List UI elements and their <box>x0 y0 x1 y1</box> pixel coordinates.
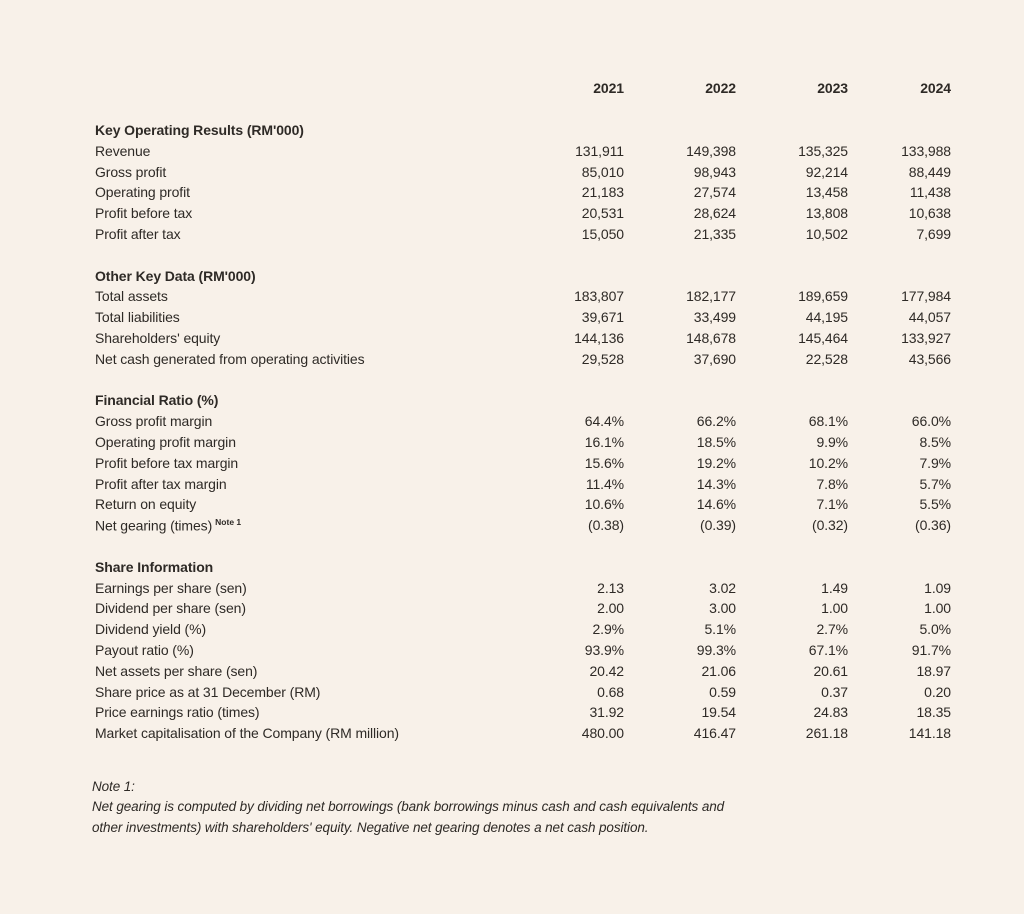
value-cell: 92,214 <box>805 163 848 180</box>
value-cell: 67.1% <box>808 641 848 658</box>
value-cell: 44,057 <box>908 309 951 326</box>
year-header-2021: 2021 <box>593 80 624 97</box>
table-row <box>92 203 951 224</box>
row-label-text: Dividend yield (%) <box>95 621 207 638</box>
table-row <box>92 619 951 640</box>
value-cell: 145,464 <box>798 329 848 346</box>
value-cell: (0.36) <box>915 517 951 534</box>
value-cell: 64.4% <box>584 413 624 430</box>
row-label-text: Net gearing (times) <box>95 517 213 534</box>
row-label <box>92 455 512 471</box>
value-cell: 39,671 <box>581 309 624 326</box>
row-label <box>92 164 512 180</box>
footnote-title: Note 1: <box>92 778 135 794</box>
value-cell: 43,566 <box>908 350 951 367</box>
table-row <box>92 307 951 328</box>
row-label-text: Profit after tax margin <box>95 475 227 492</box>
value-cell: 66.2% <box>696 413 736 430</box>
row-label-text: Net assets per share (sen) <box>95 662 258 679</box>
note-reference: Note 1 <box>215 516 242 527</box>
row-label-text: Operating profit <box>95 184 190 201</box>
value-cell: 2.9% <box>592 621 624 638</box>
value-cell: (0.38) <box>588 517 624 534</box>
footnote-text-line-2: other investments) with shareholders' equity. Negative net gearing denotes a net cash position. <box>92 819 649 835</box>
value-cell: 5.1% <box>704 621 736 638</box>
value-cell: (0.39) <box>700 517 736 534</box>
row-label <box>92 330 512 346</box>
table-row <box>92 640 951 661</box>
value-cell: 7,699 <box>916 225 951 242</box>
value-cell: 14.3% <box>696 475 736 492</box>
table-row <box>92 702 951 723</box>
value-cell: 1.00 <box>924 600 951 617</box>
value-cell: 15.6% <box>584 454 624 471</box>
section-title-row <box>92 120 951 141</box>
value-cell: 133,927 <box>901 329 951 346</box>
value-cell: 91.7% <box>911 641 951 658</box>
row-label-text: Profit before tax margin <box>95 454 239 471</box>
value-cell: 2.00 <box>597 600 624 617</box>
value-cell: 21,335 <box>693 225 736 242</box>
table-row <box>92 723 951 744</box>
row-label <box>92 413 512 429</box>
row-label <box>92 143 512 159</box>
row-label-text: Market capitalisation of the Company (RM million) <box>95 725 399 742</box>
row-label-text: Gross profit <box>95 163 167 180</box>
section-title: Share Information <box>95 558 214 575</box>
value-cell: 99.3% <box>696 641 736 658</box>
value-cell: 131,911 <box>575 142 624 159</box>
value-cell: 0.20 <box>924 683 951 700</box>
financial-summary-table <box>92 78 951 744</box>
section-title: Financial Ratio (%) <box>95 392 219 409</box>
value-cell: 133,988 <box>901 142 951 159</box>
value-cell: 2.7% <box>816 621 848 638</box>
section-title-row <box>92 390 951 411</box>
year-header-row <box>92 78 951 99</box>
section-title-row <box>92 556 951 577</box>
row-label <box>92 226 512 242</box>
value-cell: 33,499 <box>693 309 736 326</box>
table-row <box>92 515 951 536</box>
table-section <box>92 120 951 245</box>
value-cell: 7.1% <box>816 496 848 513</box>
value-cell: 10,502 <box>805 225 848 242</box>
value-cell: 19.54 <box>701 704 736 721</box>
value-cell: 5.5% <box>919 496 951 513</box>
value-cell: 135,325 <box>798 142 848 159</box>
row-label-text: Revenue <box>95 142 151 159</box>
value-cell: 11.4% <box>585 475 624 492</box>
row-label-text: Shareholders' equity <box>95 329 221 346</box>
row-label <box>92 663 512 679</box>
row-label-text: Total assets <box>95 288 168 305</box>
value-cell: 44,195 <box>805 309 848 326</box>
value-cell: 261.18 <box>805 725 848 742</box>
table-row <box>92 681 951 702</box>
value-cell: 3.02 <box>709 579 736 596</box>
row-label-text: Profit before tax <box>95 205 193 222</box>
value-cell: 0.59 <box>709 683 736 700</box>
footnote-text-line-1: Net gearing is computed by dividing net borrowings (bank borrowings minus cash and cash equivalents and <box>92 799 725 814</box>
row-label <box>92 621 512 637</box>
row-label <box>92 288 512 304</box>
section-title: Other Key Data (RM'000) <box>95 267 256 284</box>
value-cell: 5.7% <box>919 475 951 492</box>
value-cell: (0.32) <box>812 517 848 534</box>
value-cell: 10.2% <box>808 454 848 471</box>
value-cell: 31.92 <box>589 704 624 721</box>
table-row <box>92 432 951 453</box>
value-cell: 18.97 <box>916 662 951 679</box>
row-label <box>92 434 512 450</box>
table-row <box>92 328 951 349</box>
value-cell: 5.0% <box>919 621 951 638</box>
value-cell: 7.8% <box>816 475 848 492</box>
value-cell: 28,624 <box>693 205 736 222</box>
row-label <box>92 351 512 367</box>
value-cell: 3.00 <box>709 600 736 617</box>
value-cell: 1.09 <box>924 579 951 596</box>
table-section <box>92 265 951 369</box>
footnote <box>92 777 1024 839</box>
row-label-text: Price earnings ratio (times) <box>95 704 260 721</box>
year-header-2024: 2024 <box>920 80 951 97</box>
value-cell: 37,690 <box>693 350 736 367</box>
value-cell: 20.61 <box>813 662 848 679</box>
value-cell: 149,398 <box>686 142 736 159</box>
value-cell: 183,807 <box>574 288 624 305</box>
value-cell: 2.13 <box>597 579 624 596</box>
section-title: Key Operating Results (RM'000) <box>95 121 304 138</box>
value-cell: 66.0% <box>911 413 951 430</box>
value-cell: 10,638 <box>908 205 951 222</box>
value-cell: 480.00 <box>581 725 624 742</box>
table-body <box>92 120 951 744</box>
year-header-2022: 2022 <box>705 80 736 97</box>
table-row <box>92 182 951 203</box>
row-label-text: Total liabilities <box>95 309 180 326</box>
value-cell: 22,528 <box>805 350 848 367</box>
table-row <box>92 224 951 245</box>
table-row <box>92 598 951 619</box>
table-row <box>92 286 951 307</box>
row-label <box>92 517 512 534</box>
row-label <box>92 600 512 616</box>
value-cell: 13,458 <box>805 184 848 201</box>
value-cell: 416.47 <box>693 725 736 742</box>
value-cell: 148,678 <box>686 329 736 346</box>
value-cell: 15,050 <box>581 225 624 242</box>
value-cell: 0.68 <box>597 683 624 700</box>
value-cell: 20.42 <box>589 662 624 679</box>
row-label <box>92 184 512 200</box>
row-label-text: Payout ratio (%) <box>95 641 194 658</box>
value-cell: 7.9% <box>919 454 951 471</box>
table-row <box>92 660 951 681</box>
row-label <box>92 205 512 221</box>
table-section <box>92 390 951 536</box>
year-header-2023: 2023 <box>817 80 848 97</box>
row-label-text: Net cash generated from operating activities <box>95 350 365 367</box>
table-row <box>92 452 951 473</box>
row-label-text: Earnings per share (sen) <box>95 579 247 596</box>
value-cell: 98,943 <box>693 163 736 180</box>
table-row <box>92 161 951 182</box>
row-label <box>92 725 512 741</box>
value-cell: 1.00 <box>821 600 848 617</box>
row-label-text: Operating profit margin <box>95 433 236 450</box>
row-label-text: Return on equity <box>95 496 197 513</box>
table-row <box>92 473 951 494</box>
value-cell: 14.6% <box>696 496 736 513</box>
value-cell: 9.9% <box>816 433 848 450</box>
value-cell: 85,010 <box>581 163 624 180</box>
value-cell: 177,984 <box>901 288 951 305</box>
value-cell: 27,574 <box>693 184 736 201</box>
value-cell: 21,183 <box>581 184 624 201</box>
row-label-text: Share price as at 31 December (RM) <box>95 683 321 700</box>
value-cell: 93.9% <box>584 641 624 658</box>
value-cell: 18.5% <box>696 433 736 450</box>
table-row <box>92 348 951 369</box>
value-cell: 11,438 <box>909 184 951 201</box>
value-cell: 10.6% <box>584 496 624 513</box>
table-section <box>92 556 951 743</box>
value-cell: 19.2% <box>696 454 736 471</box>
value-cell: 13,808 <box>805 205 848 222</box>
value-cell: 29,528 <box>581 350 624 367</box>
value-cell: 24.83 <box>813 704 848 721</box>
value-cell: 20,531 <box>581 205 624 222</box>
row-label-text: Dividend per share (sen) <box>95 600 246 617</box>
row-label-text: Gross profit margin <box>95 413 213 430</box>
value-cell: 8.5% <box>919 433 951 450</box>
row-label <box>92 684 512 700</box>
section-title-row <box>92 265 951 286</box>
value-cell: 1.49 <box>821 579 848 596</box>
row-label <box>92 704 512 720</box>
table-row <box>92 577 951 598</box>
value-cell: 0.37 <box>821 683 848 700</box>
value-cell: 18.35 <box>916 704 951 721</box>
row-label <box>92 476 512 492</box>
row-label-text: Profit after tax <box>95 225 181 242</box>
row-label <box>92 309 512 325</box>
value-cell: 141.18 <box>908 725 951 742</box>
value-cell: 16.1% <box>584 433 624 450</box>
value-cell: 182,177 <box>686 288 736 305</box>
table-row <box>92 494 951 515</box>
row-label <box>92 642 512 658</box>
value-cell: 21.06 <box>701 662 736 679</box>
table-row <box>92 411 951 432</box>
value-cell: 189,659 <box>798 288 848 305</box>
value-cell: 68.1% <box>808 413 848 430</box>
table-row <box>92 140 951 161</box>
row-label <box>92 580 512 596</box>
row-label <box>92 496 512 512</box>
value-cell: 88,449 <box>908 163 951 180</box>
value-cell: 144,136 <box>574 329 624 346</box>
